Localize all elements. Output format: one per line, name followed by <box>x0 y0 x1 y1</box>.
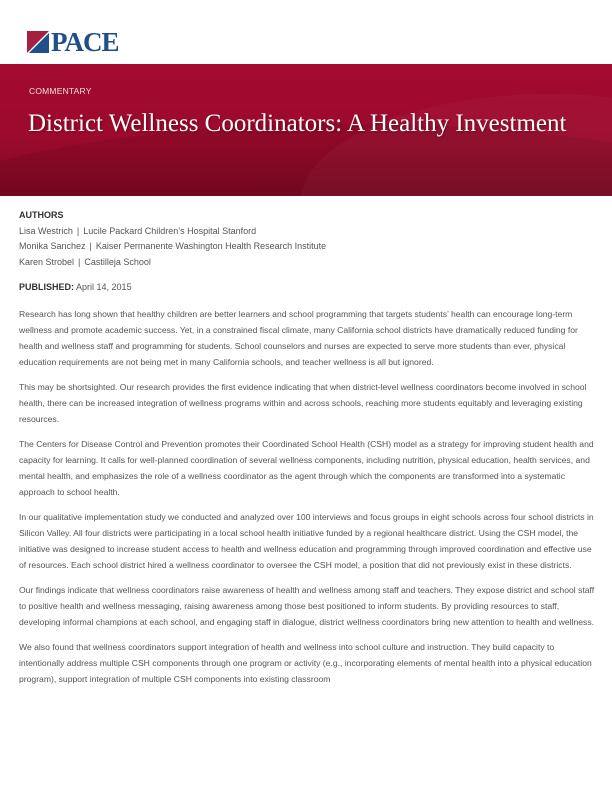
title-banner <box>0 64 612 196</box>
body-paragraph: This may be shortsighted. Our research provides the first evidence indicating that when district-level wellness coordinators become involved in school health, there can be increased integration of wellness programs within and across schools, reaching more students equitably and leveraging existing resources. <box>19 382 587 424</box>
author-separator: | <box>76 225 80 236</box>
body-paragraph: We also found that wellness coordinators support integration of health and wellness into school culture and instruction. They build capacity to intentionally address multiple CSH components through one program or activity (e.g., incorporating elements of mental health into a physical education program), support integration of multiple CSH components into existing classroom <box>19 642 592 684</box>
published-line <box>19 282 132 292</box>
published-date: April 14, 2015 <box>76 282 132 292</box>
body-paragraph: In our qualitative implementation study we conducted and analyzed over 100 interviews and focus groups in eight schools across four school districts in Silicon Valley. All four districts were participating in a local school health initiative funded by a regional healthcare district. Using the CSH model, the initiative was designed to increase student access to health and wellness education and programming through improved coordination and effective use of resources. Each school district hired a wellness coordinator to oversee the CSH model, a position that did not previously exist in these districts. <box>19 512 594 570</box>
article-body <box>19 306 597 696</box>
article-type-label: COMMENTARY <box>29 86 92 96</box>
author-name: Lisa Westrich <box>19 225 73 236</box>
authors-section <box>19 208 326 270</box>
body-paragraph: Research has long shown that healthy children are better learners and school programming that targets students’ health can encourage long-term wellness and promote academic success. Yet, in a constrained fiscal climate, many California school districts have dramatically reduced funding for health and wellness staff and programming for students. School counselors and nurses are expected to serve more students than ever, physical education requirements are not being met in many California schools, and teacher wellness is all but ignored. <box>19 309 578 367</box>
author-entry <box>19 255 326 271</box>
pace-logo-text: PACE <box>51 27 119 57</box>
body-paragraph: The Centers for Disease Control and Prevention promotes their Coordinated School Health (CSH) model as a strategy for improving student health and capacity for learning. It calls for well-planned coordination of several wellness components, including nutrition, physical education, health services, and mental health, and emphasizes the role of a wellness coordinator as the agent through which the components are transformed into a systematic approach to school health. <box>19 439 594 497</box>
page-title: District Wellness Coordinators: A Healthy Investment <box>28 110 567 137</box>
author-name: Monika Sanchez <box>19 241 86 251</box>
author-entry <box>19 224 326 240</box>
authors-heading: AUTHORS <box>19 210 64 220</box>
author-affiliation: Lucile Packard Children’s Hospital Stanford <box>83 225 257 236</box>
pace-logo <box>27 27 119 57</box>
author-affiliation: Kaiser Permanente Washington Health Research Institute <box>95 241 327 251</box>
body-paragraph: Our findings indicate that wellness coordinators raise awareness of health and wellness among staff and teachers. They expose district and school staff to positive health and wellness messaging, raising awareness among those best positioned to inform students. By providing resources to staff, developing informal champions at each school, and engaging staff in dialogue, district wellness coordinators bring new attention to health and wellness. <box>19 585 595 627</box>
pace-logo-mark-icon <box>27 31 49 53</box>
author-entry <box>19 239 326 255</box>
author-separator: | <box>89 241 92 251</box>
author-affiliation: Castilleja School <box>84 256 151 267</box>
published-label: PUBLISHED: <box>19 282 75 292</box>
author-name: Karen Strobel <box>19 256 75 267</box>
author-separator: | <box>78 256 81 267</box>
